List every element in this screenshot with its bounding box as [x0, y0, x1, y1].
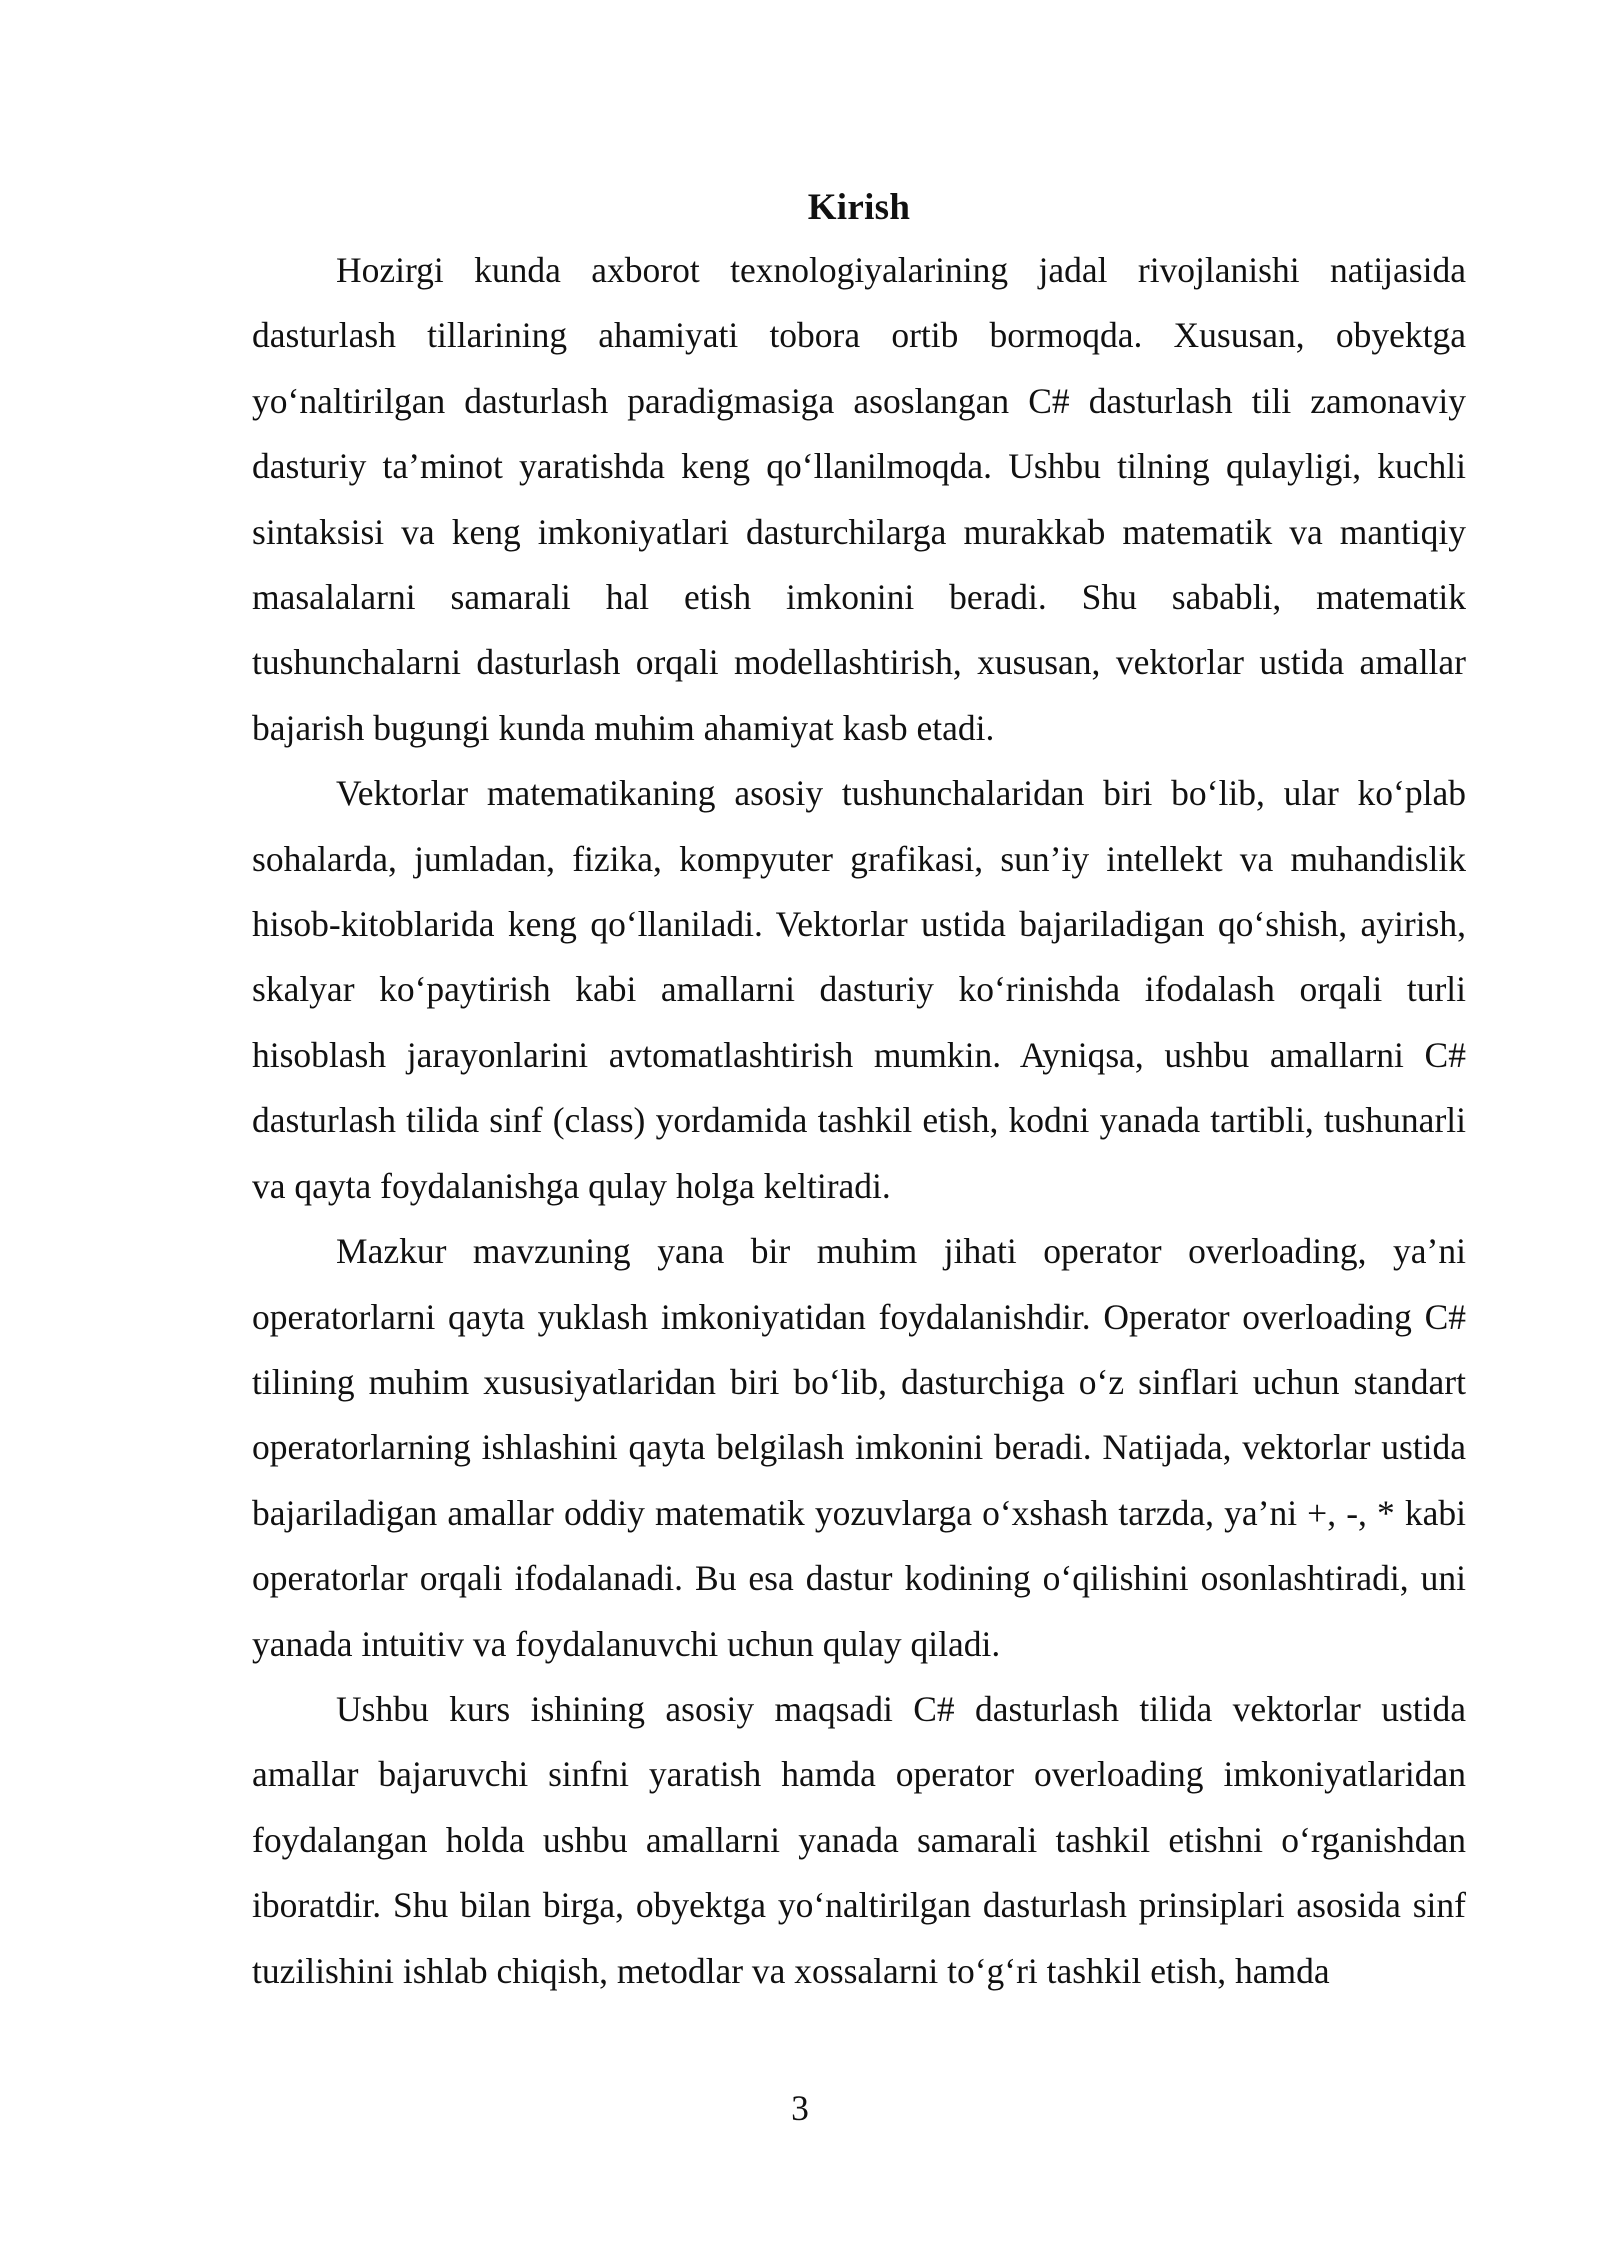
- paragraph-4: Ushbu kurs ishining asosiy maqsadi C# dasturlash tilida vektorlar ustida amallar bajaruvchi sinfni yaratish hamda operator overloading imkoniyatlaridan foydalangan holda ushbu amallarni yanada samarali tashkil etishni o‘rganishdan iboratdir. Shu bilan birga, obyektga yo‘naltirilgan dasturlash prinsiplari asosida sinf tuzilishini ishlab chiqish, metodlar va xossalarni to‘g‘ri tashkil etish, hamda: [252, 1688, 1466, 1991]
- paragraph-2: Vektorlar matematikaning asosiy tushunchalaridan biri bo‘lib, ular ko‘plab sohalarda, jumladan, fizika, kompyuter grafikasi, sun’iy intellekt va muhandislik hisob-kitoblarida keng qo‘llaniladi. Vektorlar ustida bajariladigan qo‘shish, ayirish, skalyar ko‘paytirish kabi amallarni dasturiy ko‘rinishda ifodalash orqali turli hisoblash jarayonlarini avtomatlashtirish mumkin. Ayniqsa, ushbu amallarni C# dasturlash tilida sinf (class) yordamida tashkil etish, kodni yanada tartibli, tushunarli va qayta foydalanishga qulay holga keltiradi.: [252, 773, 1466, 1206]
- document-page: [252, 188, 1466, 2004]
- page-title: Kirish: [807, 187, 911, 228]
- page-number: 3: [791, 2088, 809, 2128]
- paragraph-3: Mazkur mavzuning yana bir muhim jihati operator overloading, ya’ni operatorlarni qayta yuklash imkoniyatidan foydalanishdir. Operator overloading C# tilining muhim xususiyatlaridan biri bo‘lib, dasturchiga o‘z sinflari uchun standart operatorlarning ishlashini qayta belgilash imkonini beradi. Natijada, vektorlar ustida bajariladigan amallar oddiy matematik yozuvlarga o‘xshash tarzda, ya’ni +, -, * kabi operatorlar orqali ifodalanadi. Bu esa dastur kodining o‘qilishini osonlashtiradi, uni yanada intuitiv va foydalanuvchi uchun qulay qiladi.: [252, 1231, 1466, 1664]
- paragraph-1: Hozirgi kunda axborot texnologiyalarining jadal rivojlanishi natijasida dasturlash tillarining ahamiyati tobora ortib bormoqda. Xususan, obyektga yo‘naltirilgan dasturlash paradigmasiga asoslangan C# dasturlash tili zamonaviy dasturiy ta’minot yaratishda keng qo‘llanilmoqda. Ushbu tilning qulayligi, kuchli sintaksisi va keng imkoniyatlari dasturchilarga murakkab matematik va mantiqiy masalalarni samarali hal etish imkonini beradi. Shu sababli, matematik tushunchalarni dasturlash orqali modellashtirish, xususan, vektorlar ustida amallar bajarish bugungi kunda muhim ahamiyat kasb etadi.: [252, 250, 1466, 748]
